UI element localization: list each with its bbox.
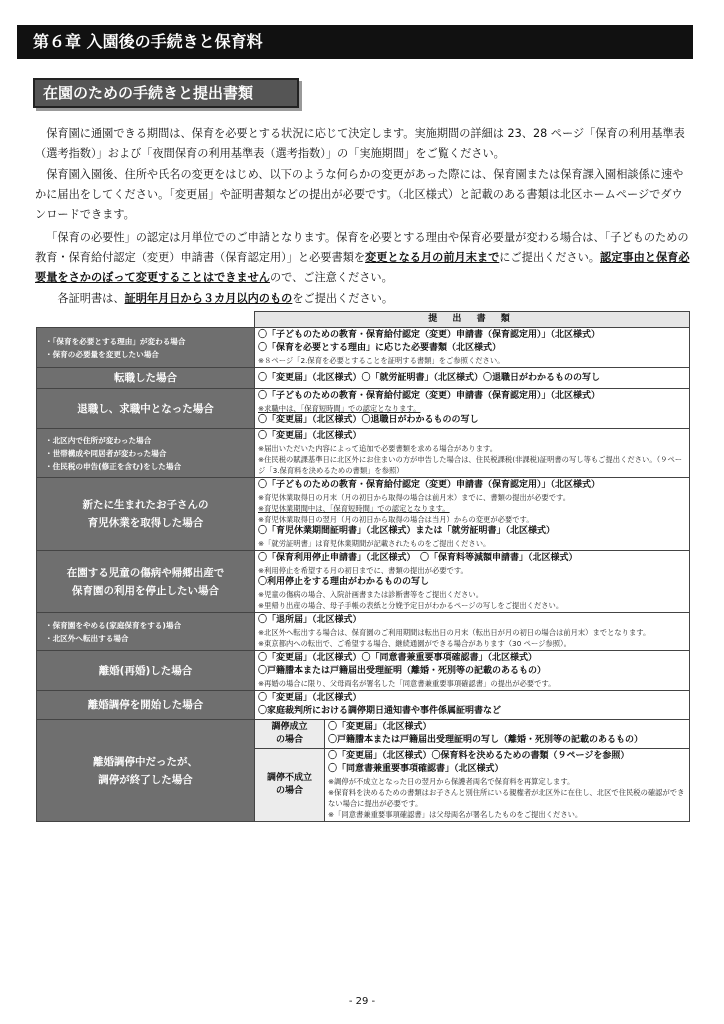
condition-line: ・保育の必要量を変更したい場合 xyxy=(45,349,159,359)
document-note: ※調停が不成立となった日の翌月から保護者両名で保育料を再算定します。 xyxy=(328,777,575,786)
paragraph-3 xyxy=(35,228,690,288)
document-note: ※児童の傷病の場合、入院計画書または診断書等をご提出ください。 xyxy=(258,590,484,599)
condition-line: 転職した場合 xyxy=(114,372,177,384)
document-item: 〇「同意書兼重要事項確認書」（北区様式） xyxy=(328,764,504,774)
mediation-established-label xyxy=(255,720,325,749)
document-item: 〇「変更届」（北区様式） xyxy=(328,722,432,732)
condition-label xyxy=(37,368,255,389)
document-item: 〇「保育を必要とする理由」に応じた必要書類（北区様式） xyxy=(258,343,502,353)
condition-label xyxy=(37,389,255,429)
document-item: 〇「変更届」（北区様式） xyxy=(258,431,362,441)
required-documents xyxy=(325,749,690,822)
paragraph-4-part: をご提出ください。 xyxy=(292,292,394,305)
document-item: 〇「子どものための教育・保育給付認定（変更）申請書（保育認定用）」（北区様式） xyxy=(258,330,601,340)
condition-line: 保育園の利用を停止したい場合 xyxy=(72,584,219,597)
condition-line: 離婚調停を開始した場合 xyxy=(87,699,204,711)
document-note: ※育児休業期間中は、「保育短時間」での認定となります。 xyxy=(258,504,450,513)
required-documents xyxy=(255,368,690,389)
document-item: 〇「変更届」（北区様式） xyxy=(258,693,362,703)
condition-line: 育児休業を取得した場合 xyxy=(87,517,204,529)
document-item: 〇「育児休業期間証明書」（北区様式）または「就労証明書」（北区様式） xyxy=(258,526,556,536)
required-documents xyxy=(255,551,690,613)
required-documents xyxy=(255,691,690,720)
document-item: 〇戸籍謄本または戸籍届出受理証明の写し（離婚・死別等の記載のあるもの） xyxy=(328,735,644,745)
table-row xyxy=(37,651,690,691)
condition-label xyxy=(37,720,255,822)
document-item: 〇「保育利用停止申請書」（北区様式） 〇「保育料等減額申請書」（北区様式） xyxy=(258,553,578,563)
table-row xyxy=(37,613,690,651)
document-item: 〇家庭裁判所における調停期日通知書や事件係属証明書など xyxy=(258,706,502,716)
condition-label xyxy=(37,429,255,478)
paragraph-3-part: 「保育の必要性」の認定は月単位でのご申請となります。保育を必要とする理由や保育必要量が変わる場合は、「子どものための教育・保育給付認定（変更）申請書（保育認定用）」と必要書類を xyxy=(35,231,689,264)
required-documents xyxy=(325,720,690,749)
sub-label-line: 調停成立 xyxy=(271,722,308,732)
document-note: ※届出いただいた内容によって追加で必要書類を求める場合があります。 xyxy=(258,444,498,453)
document-note: ※東京都内への転出で、ご希望する場合、継続通園ができる場合があります（30 ページ参照）。 xyxy=(258,639,571,648)
document-item: 〇「子どものための教育・保育給付認定（変更）申請書（保育認定用）」（北区様式） xyxy=(258,480,601,490)
document-item: 〇「変更届」（北区様式）〇保育料を決めるための書類（９ページを参照） xyxy=(328,751,630,761)
condition-label xyxy=(37,328,255,368)
document-note: ※「就労証明書」は育児休業期間が記載されたものをご提出ください。 xyxy=(258,539,491,548)
required-documents xyxy=(255,613,690,651)
condition-line: ・住民税の申告(修正を含む)をした場合 xyxy=(45,461,182,471)
condition-line: 調停が終了した場合 xyxy=(98,773,193,786)
condition-line: ・北区内で住所が変わった場合 xyxy=(45,435,152,445)
document-note: ※育児休業取得日の月末（月の初日から取得の場合は前月末）までに、書類の提出が必要です。 xyxy=(258,493,570,502)
document-item: 〇「変更届」（北区様式）〇「就労証明書」（北区様式）〇退職日がわかるものの写し xyxy=(258,372,601,383)
document-item: 〇「子どものための教育・保育給付認定（変更）申請書（保育認定用）」（北区様式） xyxy=(258,391,601,401)
condition-line: 新たに生まれたお子さんの xyxy=(82,499,209,511)
required-documents xyxy=(255,328,690,368)
document-note: ※利用停止を希望する月の初日までに、書類の提出が必要です。 xyxy=(258,566,468,575)
required-documents xyxy=(255,429,690,478)
document-note: ※保育料を決めるための書類はお子さんと別住所にいる親権者が北区外に在住し、北区で住民税の確認ができない場合に提出が必要です。 xyxy=(328,788,685,808)
sub-label-line: 調停不成立 xyxy=(266,773,312,783)
table-header: 提 出 書 類 xyxy=(255,312,690,328)
no-retroactive-emphasis: 認定事由と保育必要量をさかのぼって変更することはできません xyxy=(35,251,690,284)
paragraph-2: 保育園入園後、住所や氏名の変更をはじめ、以下のような何らかの変更があった際には、保育園または保育課入園相談係に速やかに届出をしてください。「変更届」や証明書類などの提出が必要です。（北区様式）と記載のある書類は北区ホームページでダウンロードできます。 xyxy=(35,168,684,221)
condition-label xyxy=(37,691,255,720)
required-documents xyxy=(255,389,690,429)
chapter-title: 第６章 入園後の手続きと保育料 xyxy=(17,25,693,59)
table-row xyxy=(37,389,690,429)
section-title: 在園のための手続きと提出書類 xyxy=(33,78,299,108)
document-item: 〇戸籍謄本または戸籍届出受理証明（離婚・死別等の記載のあるもの） xyxy=(258,666,547,676)
condition-line: ・保育園をやめる(家庭保育をする)場合 xyxy=(45,620,182,630)
mediation-failed-label xyxy=(255,749,325,822)
table-row xyxy=(37,368,690,389)
table-row xyxy=(37,720,690,749)
condition-label xyxy=(37,551,255,613)
condition-line: ・「保育を必要とする理由」が変わる場合 xyxy=(45,336,186,346)
paragraph-4 xyxy=(35,289,690,309)
document-note: ※育児休業取得日の翌月（月の初日から取得の場合は当月）からの変更が必要です。 xyxy=(258,515,534,524)
required-documents xyxy=(255,651,690,691)
document-item: 〇「退所届」（北区様式） xyxy=(258,615,362,625)
document-note: ※８ページ「2.保育を必要とすることを証明する書類」をご参照ください。 xyxy=(258,356,505,365)
condition-label xyxy=(37,651,255,691)
sub-label-line: の場合 xyxy=(275,786,303,796)
condition-line: 退職し、求職中となった場合 xyxy=(77,402,214,415)
condition-label xyxy=(37,478,255,551)
paragraph-4-part: 各証明書は、 xyxy=(57,292,125,305)
table-row xyxy=(37,478,690,551)
condition-line: 在園する児童の傷病や帰郷出産で xyxy=(66,566,225,579)
condition-line: 離婚調停中だったが、 xyxy=(93,755,198,768)
condition-label xyxy=(37,613,255,651)
validity-emphasis: 証明年月日から３カ月以内のもの xyxy=(124,292,293,305)
sub-label-line: の場合 xyxy=(275,735,303,745)
table-corner xyxy=(37,312,255,328)
document-note: ※「同意書兼重要事項確認書」は父母両名が署名したものをご提出ください。 xyxy=(328,810,583,819)
condition-line: ・北区外へ転出する場合 xyxy=(45,633,129,643)
paragraph-1: 保育園に通園できる期間は、保育を必要とする状況に応じて決定します。実施期間の詳細は 23、28 ページ「保育の利用基準表（選考指数）」および「夜間保育の利用基準表（選考指数）」の「実施期間」をご覧ください。 xyxy=(35,127,685,160)
condition-line: 離婚(再婚)した場合 xyxy=(98,664,193,677)
paragraph-3-part: にご提出ください。 xyxy=(499,251,600,264)
deadline-emphasis: 変更となる月の前月末まで xyxy=(365,251,500,264)
document-note: ※求職中は、「保育短時間」での認定となります。 xyxy=(258,404,421,413)
document-item: 〇利用停止をする理由がわかるものの写し xyxy=(258,577,430,587)
document-item: 〇「変更届」（北区様式）〇退職日がわかるものの写し xyxy=(258,415,479,425)
required-documents xyxy=(255,478,690,551)
document-note: ※再婚の場合に限り、父母両名が署名した「同意書兼重要事項確認書」の提出が必要です。 xyxy=(258,679,556,688)
documents-table xyxy=(36,311,690,822)
document-note: ※北区外へ転出する場合は、保育園のご利用期間は転出日の月末（転出日が月の初日の場合は前月末）までとなります。 xyxy=(258,628,651,637)
paragraph-3-part: ので、ご注意ください。 xyxy=(269,271,393,284)
table-row xyxy=(37,551,690,613)
document-note: ※住民税の賦課基準日に北区外にお住まいの方が申告した場合は、住民税課税(非課税)証明書の写し等もご提出ください。（９ページ「3.保育料を決めるための書類」を参照） xyxy=(258,455,683,475)
table-row xyxy=(37,691,690,720)
condition-line: ・世帯構成や同居者が変わった場合 xyxy=(45,448,167,458)
document-item: 〇「変更届」（北区様式）〇「同意書兼重要事項確認書」（北区様式） xyxy=(258,653,538,663)
page-number: - 29 - xyxy=(348,996,376,1007)
table-row xyxy=(37,429,690,478)
table-row xyxy=(37,328,690,368)
document-note: ※里帰り出産の場合、母子手帳の表紙と分娩予定日がわかるページの写しをご提出ください。 xyxy=(258,601,564,610)
